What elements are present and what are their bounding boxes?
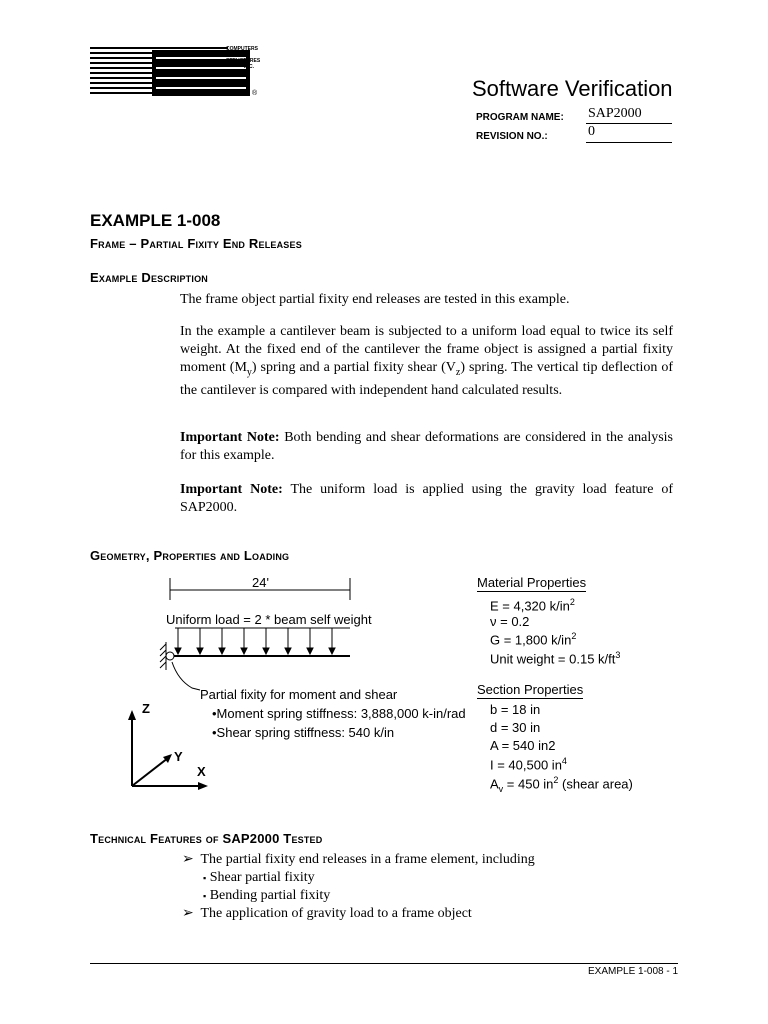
logo-company-line3: INC. [244,64,254,70]
material-e: E = 4,320 $k/in^2$ [490,597,575,614]
page-number: EXAMPLE 1-008 - 1 [588,966,679,977]
section-av: $A_v = 450$ $in^2$ (shear area) [490,775,633,794]
section-b: b = 18 in [490,702,541,717]
beam-diagram [120,570,460,800]
description-heading: Example Description [90,270,208,285]
section-heading: Section Properties [477,682,584,697]
important-note-1: Important Note: Both bending and shear deformations are considered in the analysis for this example. [180,430,674,463]
logo-company-line2: STRUCTURES [226,58,261,64]
description-p1: The frame object partial fixity end releases are tested in this example. [180,292,570,307]
feature-item: ➢ The partial fixity end releases in a frame element, including [182,852,535,867]
material-nu: ν = 0.2 [490,614,530,629]
program-name-value: SAP2000 [588,106,642,121]
program-name-label: PROGRAM NAME: [476,112,564,123]
footer-rule [90,963,678,964]
load-arrows [175,628,350,654]
axes [128,710,208,790]
feature-subitem: ▪ Bending partial fixity [203,888,331,903]
material-unit-weight: Unit weight = 0.15 $k/ft^3$ [490,650,621,667]
example-subtitle: Frame – Partial Fixity End Releases [90,236,302,251]
example-title: EXAMPLE 1-008 [90,211,221,230]
registered-mark: ® [252,90,258,97]
important-note-2: Important Note: The uniform load is applied using the gravity load feature of SAP2000. [180,482,674,515]
logo-company-line1: COMPUTERS & [226,46,258,58]
fixity-leader [172,662,200,690]
fixity-label: Partial fixity for moment and shear [200,687,398,702]
page-title: Software Verification [472,76,673,101]
axis-z-label: Z [142,701,150,716]
moment-spring-label: •Moment spring stiffness: 3,888,000 k-in/rad [212,706,466,721]
fixed-support [160,642,166,670]
revision-value: 0 [588,124,595,139]
feature-item: ➢ The application of gravity load to a frame object [182,906,472,921]
revision-underline [586,142,672,143]
section-a: A = 540 in2 [490,738,556,753]
csi-logo [90,46,262,98]
revision-label: REVISION NO.: [476,131,548,142]
partial-fixity-spring [166,652,174,660]
material-heading: Material Properties [477,575,587,590]
feature-subitem: ▪ Shear partial fixity [203,870,315,885]
span-label: 24' [252,575,269,590]
load-label: Uniform load = 2 * beam self weight [166,612,372,627]
material-g: G = 1,800 $k/in^2$ [490,631,577,648]
description-p2: In the example a cantilever beam is subjected to a uniform load equal to twice its self weight. At the fixed end of the cantilever the frame object is assigned a partial fixity moment $(M_y)$ spring and a partial fixity shear $(V_z)$ spring. The vertical tip deflection of the cantilever is compared with independent hand calculated results. [180,324,673,398]
section-i: I = 40,500 $in^4$ [490,756,567,773]
axis-x-label: X [197,764,206,779]
features-heading: Technical Features of SAP2000 Tested [90,831,323,846]
program-underline [586,123,672,124]
section-d: d = 30 in [490,720,541,735]
axis-y-label: Y [174,749,183,764]
geometry-heading: Geometry, Properties and Loading [90,548,290,563]
shear-spring-label: •Shear spring stiffness: 540 k/in [212,725,395,740]
